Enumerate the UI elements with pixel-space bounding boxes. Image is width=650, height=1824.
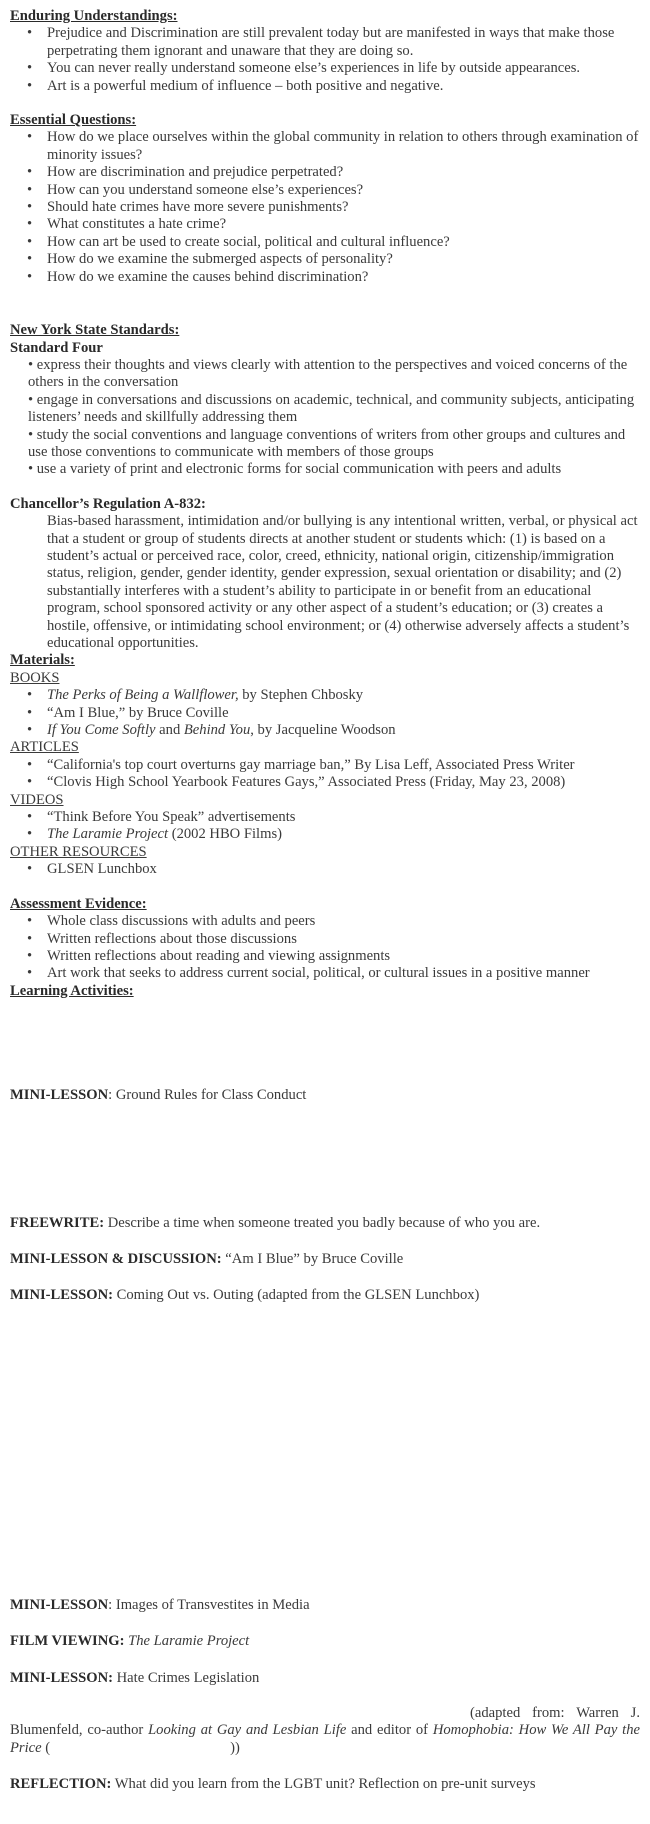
activity-reflection <box>10 1776 640 1793</box>
activity-text: Coming Out vs. Outing (adapted from the GLSEN Lunchbox) <box>112 1287 480 1304</box>
list-item <box>10 722 640 739</box>
enduring-understandings-list <box>10 25 640 95</box>
film-title: The Laramie Project <box>47 826 169 843</box>
videos-list <box>10 809 640 844</box>
list-item: • Written reflections about those discussions <box>10 931 640 948</box>
book-title: If You Come Softly <box>47 722 156 739</box>
standard-four-subheading: Standard Four <box>10 339 103 356</box>
books-list <box>10 687 640 739</box>
activity-ground-rules <box>10 1087 640 1104</box>
list-item: • Art work that seeks to address current social, political, or cultural issues in a positive manner <box>10 965 640 982</box>
videos-label: VIDEOS <box>10 791 64 808</box>
activity-label: FILM VIEWING: <box>10 1633 125 1650</box>
list-item <box>10 687 640 704</box>
list-item: • “Clovis High School Yearbook Features Gays,” Associated Press (Friday, May 23, 2008) <box>10 774 640 791</box>
list-item: • How do we examine the submerged aspects of personality? <box>10 251 640 268</box>
activity-label: MINI-LESSON: <box>10 1669 113 1686</box>
activity-label: MINI-LESSON: <box>10 1287 113 1304</box>
list-item: • How can you understand someone else’s experiences? <box>10 182 640 199</box>
list-item: • “California's top court overturns gay marriage ban,” By Lisa Leff, Associated Press Writer <box>10 757 640 774</box>
essential-questions-list <box>10 129 640 286</box>
citation-text: ( <box>41 1739 51 1756</box>
assessment-heading: Assessment Evidence: <box>10 895 147 912</box>
list-item: • GLSEN Lunchbox <box>10 861 640 878</box>
activity-text: Describe a time when someone treated you badly because of who you are. <box>104 1214 541 1231</box>
list-item: • Art is a powerful medium of influence – both positive and negative. <box>10 78 640 95</box>
other-resources-label: OTHER RESOURCES <box>10 843 147 860</box>
citation-text: (adapted from: Warren J. Blumenfeld, co-author <box>10 1704 640 1739</box>
activity-am-i-blue <box>10 1251 640 1268</box>
film-title: The Laramie Project <box>128 1633 250 1650</box>
book-author: , by Jacqueline Woodson <box>250 722 396 739</box>
activity-text: Hate Crimes Legislation <box>112 1669 260 1686</box>
standard-item: • study the social conventions and language conventions of writers from other groups and cultures and use those conventions to communicate with members of those groups <box>28 426 626 460</box>
activity-freewrite <box>10 1215 640 1232</box>
list-item: • Whole class discussions with adults and peers <box>10 913 640 930</box>
citation-text: and editor of <box>346 1722 433 1739</box>
standard-item: • express their thoughts and views clearly with attention to the perspectives and voiced concerns of the others in the conversation <box>28 356 628 391</box>
document-page <box>10 8 640 1794</box>
list-item: • Prejudice and Discrimination are still prevalent today but are manifested in ways that make those perpetrating them ignorant and unaware that they are doing so. <box>10 25 640 60</box>
essential-questions-heading: Essential Questions: <box>10 112 137 129</box>
standard-item: • use a variety of print and electronic forms for social communication with peers and adults <box>28 461 562 478</box>
activity-label: MINI-LESSON & DISCUSSION: <box>10 1250 222 1267</box>
activity-transvestites-media <box>10 1597 640 1614</box>
list-item: • You can never really understand someone else’s experiences in life by outside appearances. <box>10 60 640 77</box>
standard-item: • engage in conversations and discussions on academic, technical, and community subjects, anticipating listeners’ needs and skillfully addressing them <box>28 391 635 426</box>
list-item: • Should hate crimes have more severe punishments? <box>10 199 640 216</box>
book-title: Homophobia: How We All Pay the Price <box>10 1722 640 1756</box>
activity-label: FREEWRITE: <box>10 1214 105 1231</box>
books-label: BOOKS <box>10 669 60 686</box>
assessment-list <box>10 913 640 983</box>
activity-label: MINI-LESSON <box>10 1596 109 1613</box>
list-item: • How do we examine the causes behind discrimination? <box>10 269 640 286</box>
articles-list <box>10 757 640 792</box>
list-item: • “Think Before You Speak” advertisements <box>10 809 640 826</box>
other-resources-list <box>10 861 640 878</box>
learning-activities-heading: Learning Activities: <box>10 982 134 999</box>
activity-hate-crimes <box>10 1670 640 1687</box>
list-item <box>10 826 640 843</box>
activity-label: REFLECTION: <box>10 1776 112 1793</box>
list-item: • What constitutes a hate crime? <box>10 216 640 233</box>
adapted-citation <box>10 1705 640 1757</box>
standards-heading: New York State Standards: <box>10 322 180 339</box>
list-item: • “Am I Blue,” by Bruce Coville <box>10 705 640 722</box>
activity-text: : Ground Rules for Class Conduct <box>108 1087 307 1104</box>
list-item: • Written reflections about reading and viewing assignments <box>10 948 640 965</box>
activity-label: MINI-LESSON <box>10 1087 109 1104</box>
list-item: • How are discrimination and prejudice perpetrated? <box>10 164 640 181</box>
activity-text: What did you learn from the LGBT unit? Reflection on pre-unit surveys <box>111 1776 536 1793</box>
activity-text: : Images of Transvestites in Media <box>108 1596 310 1613</box>
activity-film-viewing <box>10 1633 640 1650</box>
book-title: Looking at Gay and Lesbian Life <box>148 1722 347 1739</box>
materials-heading: Materials: <box>10 652 75 669</box>
film-details: (2002 HBO Films) <box>168 826 282 843</box>
activity-text: “Am I Blue” by Bruce Coville <box>221 1250 404 1267</box>
conjunction: and <box>155 722 184 739</box>
book-title: Behind You <box>183 722 251 739</box>
activity-coming-out <box>10 1287 640 1304</box>
book-author: by Stephen Chbosky <box>238 687 364 704</box>
list-item: • How can art be used to create social, political and cultural influence? <box>10 234 640 251</box>
regulation-text: Bias-based harassment, intimidation and/or bullying is any intentional written, verbal, or physical act that a student or group of students directs at another student or students which: (1) is based on a student’s actual or perceived race, color, creed, ethnicity, national origin, citizenship/immigration status, religion, gender, gender identity, gender expression, sexual orientation or disability; and (2) substantially interferes with a student’s ability to participate in or benefit from an educational program, school sponsored activity or any other aspect of a student’s education; or (3) creates a hostile, offensive, or intimidating school environment; or (4) otherwise adversely affects a student’s educational opportunities. <box>47 513 638 651</box>
citation-text: )) <box>230 1739 240 1756</box>
regulation-heading: Chancellor’s Regulation A-832: <box>10 495 206 512</box>
book-title: The Perks of Being a Wallflower, <box>47 687 239 704</box>
list-item: • How do we place ourselves within the global community in relation to others through examination of minority issues? <box>10 129 640 164</box>
articles-label: ARTICLES <box>10 739 79 756</box>
enduring-understandings-heading: Enduring Understandings: <box>10 8 178 24</box>
